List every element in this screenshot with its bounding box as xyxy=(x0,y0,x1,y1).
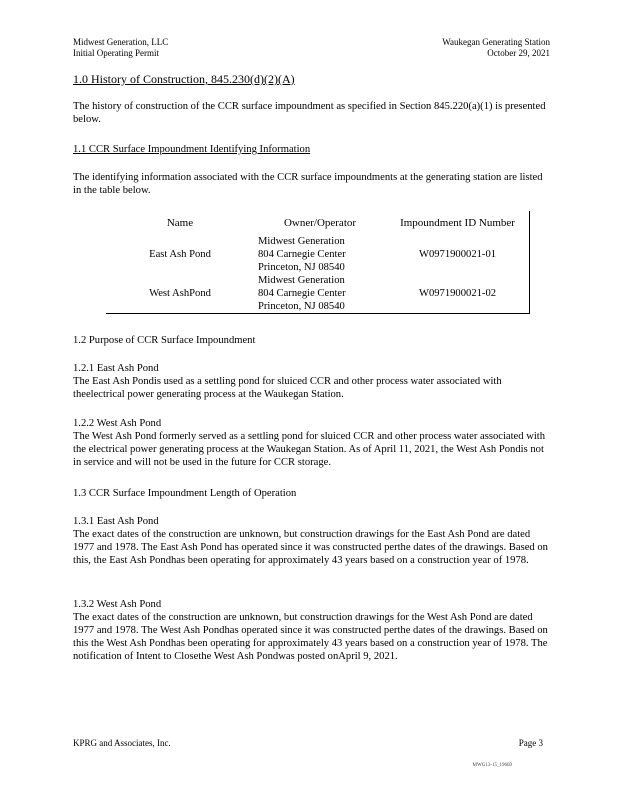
section-title: 1.0 History of Construction, 845.230(d)(2)(A) xyxy=(73,72,295,86)
subsection-1-3-1-text: The exact dates of the construction are unknown, but construction drawings for the East Ash Pond are dated 1977 and 1978. The East Ash Pond has operated since it was constructed perthe dates of the drawings. Based on this, the East Ash Pondhas been operating for approximately 43 years based on a construction year of 1978. xyxy=(73,529,548,566)
header-date: October 29, 2021 xyxy=(487,48,550,58)
header-permit: Initial Operating Permit xyxy=(73,48,159,58)
impoundment-table xyxy=(106,211,530,314)
table-row xyxy=(106,274,530,314)
subsection-1-2-2-text: The West Ash Pond formerly served as a settling pond for sluiced CCR and other process water associated with the electrical power generating process at the Waukegan Station. As of April 11, 2021, the West Ash Pondis not in service and will not be used in the future for CCR storage. xyxy=(73,431,546,468)
cell-id: W0971900021-02 xyxy=(418,288,497,299)
subsection-1-1-title: 1.1 CCR Surface Impoundment Identifying Information xyxy=(73,144,311,155)
footer-company: KPRG and Associates, Inc. xyxy=(73,738,171,748)
owner-line: Princeton, NJ 08540 xyxy=(258,262,345,273)
table-row xyxy=(106,235,530,274)
subsection-1-1-text: The identifying information associated with the CCR surface impoundments at the generating station are listed in the table below. xyxy=(73,172,543,196)
owner-line: Midwest Generation xyxy=(258,275,345,286)
col-header-owner: Owner/Operator xyxy=(283,216,357,229)
subsection-1-3-1-title: 1.3.1 East Ash Pond xyxy=(73,516,159,527)
subsection-1-3-2-title: 1.3.2 West Ash Pond xyxy=(73,599,162,610)
intro-paragraph: The history of construction of the CCR surface impoundment as specified in Section 845.220(a)(1) is presented below. xyxy=(73,101,546,125)
subsection-1-2-1-title: 1.2.1 East Ash Pond xyxy=(73,363,159,374)
subsection-1-3-title: 1.3 CCR Surface Impoundment Length of Operation xyxy=(73,488,297,499)
col-header-name: Name xyxy=(166,216,194,229)
header-right xyxy=(442,37,550,59)
subsection-1-2-title: 1.2 Purpose of CCR Surface Impoundment xyxy=(73,335,256,346)
owner-line: Midwest Generation xyxy=(258,236,345,247)
cell-owner xyxy=(254,274,386,314)
cell-name: East Ash Pond xyxy=(149,249,211,260)
cell-name: West AshPond xyxy=(149,288,211,299)
subsection-1-2-1-text: The East Ash Pondis used as a settling pond for sluiced CCR and other process water associated with theelectrical power generating process at the Waukegan Station. xyxy=(73,376,502,400)
subsection-1-3-2-text: The exact dates of the construction are unknown, but construction drawings for the West Ash Pond are dated 1977 and 1978. The West Ash Pondhas operated since it was constructed perthe dates of the drawings. Based on this the West Ash Pondhas been operating for approximately 43 years based on a construction year of 1978. The notification of Intent to Closethe West Ash Pondwas posted onApril 9, 2021. xyxy=(73,612,548,662)
table-header-row xyxy=(106,211,530,235)
cell-id: W0971900021-01 xyxy=(418,249,497,260)
header-station: Waukegan Generating Station xyxy=(442,37,550,47)
owner-line: 804 Carnegie Center xyxy=(258,288,346,299)
col-header-id: Impoundment ID Number xyxy=(400,216,515,229)
subsection-1-2-2-title: 1.2.2 West Ash Pond xyxy=(73,418,162,429)
owner-line: Princeton, NJ 08540 xyxy=(258,301,345,312)
footer-page-number: Page 3 xyxy=(518,738,543,748)
cell-owner xyxy=(254,235,386,274)
bates-number: MWG13-15_19669 xyxy=(472,763,512,768)
header-company: Midwest Generation, LLC xyxy=(73,37,169,47)
header-left xyxy=(73,37,168,59)
owner-line: 804 Carnegie Center xyxy=(258,249,346,260)
